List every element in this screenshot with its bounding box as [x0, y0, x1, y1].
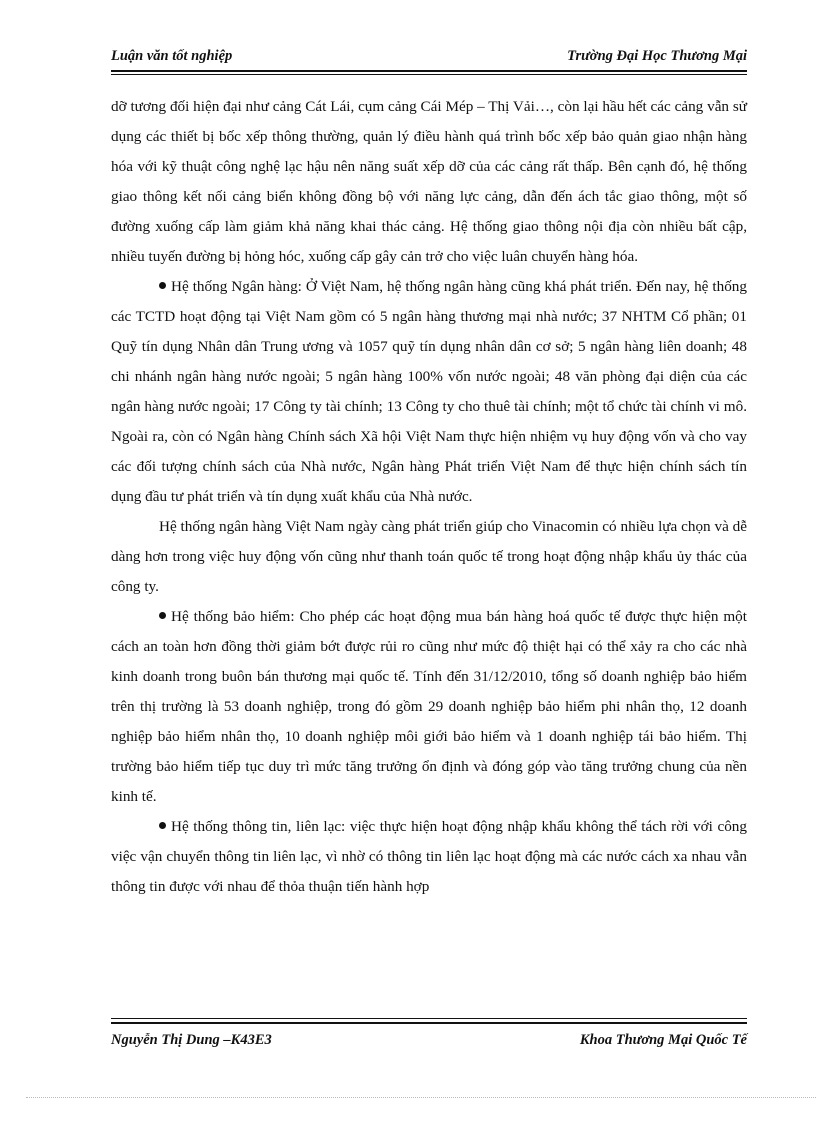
paragraph-insurance	[111, 602, 747, 812]
header-university-label: Trường Đại Học Thương Mại	[567, 48, 747, 64]
footer-faculty-label: Khoa Thương Mại Quốc Tế	[579, 1032, 747, 1048]
paragraph-ports: dỡ tương đối hiện đại như cảng Cát Lái, cụm cảng Cái Mép – Thị Vải…, còn lại hầu hết các cảng vẫn sử dụng các thiết bị bốc xếp thông thường, quản lý điều hành quá trình bốc xếp bảo quản giao nhận hàng hóa với kỹ thuật công nghệ lạc hậu nên năng suất xếp dỡ của các cảng rất thấp. Bên cạnh đó, hệ thống giao thông kết nối cảng biển không đồng bộ với năng lực cảng, dẫn đến ách tắc giao thông, một số đường xuống cấp làm giảm khả năng khai thác cảng. Hệ thống giao thông nội địa còn nhiều bất cập, nhiều tuyến đường bị hỏng hóc, xuống cấp gây cản trở cho việc luân chuyển hàng hóa.	[111, 98, 747, 265]
paragraph-communication-text: Hệ thống thông tin, liên lạc: việc thực hiện hoạt động nhập khẩu không thể tách rời với công việc vận chuyển thông tin liên lạc, vì nhờ có thông tin liên lạc hoạt động mà các nước cách xa nhau vẫn thông tin được với nhau để thỏa thuận tiến hành hợp	[111, 818, 747, 895]
page-edge-divider	[26, 1097, 816, 1098]
header-rule-thin	[111, 74, 747, 75]
paragraph-banking-text: Hệ thống Ngân hàng: Ở Việt Nam, hệ thống ngân hàng cũng khá phát triển. Đến nay, hệ thống các TCTD hoạt động tại Việt Nam gồm có 5 ngân hàng thương mại nhà nước; 37 NHTM Cổ phần; 01 Quỹ tín dụng Nhân dân Trung ương và 1057 quỹ tín dụng nhân dân cơ sở; 5 ngân hàng liên doanh; 48 chi nhánh ngân hàng nước ngoài; 5 ngân hàng 100% vốn nước ngoài; 48 văn phòng đại diện của các ngân hàng nước ngoài; 17 Công ty tài chính; 13 Công ty cho thuê tài chính; một tổ chức tài chính vi mô. Ngoài ra, còn có Ngân hàng Chính sách Xã hội Việt Nam thực hiện nhiệm vụ huy động vốn và cho vay các đối tượng chính sách của Nhà nước, Ngân hàng Phát triển Việt Nam để thực hiện chính sách tín dụng đầu tư phát triển và tín dụng xuất khẩu của Nhà nước.	[111, 278, 747, 505]
page-header	[111, 48, 747, 70]
footer-rule-thin	[111, 1018, 747, 1019]
header-rule-thick	[111, 70, 747, 72]
footer-author-label: Nguyễn Thị Dung –K43E3	[111, 1032, 272, 1048]
footer-rule-thick	[111, 1022, 747, 1024]
bullet-icon	[159, 282, 166, 289]
bullet-icon	[159, 822, 166, 829]
page-footer	[111, 1032, 747, 1054]
bullet-icon	[159, 612, 166, 619]
header-thesis-label: Luận văn tốt nghiệp	[111, 48, 233, 64]
paragraph-communication	[111, 812, 747, 902]
paragraph-insurance-text: Hệ thống bảo hiểm: Cho phép các hoạt động mua bán hàng hoá quốc tế được thực hiện một cách an toàn hơn đồng thời giảm bớt được rủi ro cũng như mức độ thiệt hại có thể xảy ra cho các nhà kinh doanh trong buôn bán thương mại quốc tế. Tính đến 31/12/2010, tổng số doanh nghiệp bảo hiểm trên thị trường là 53 doanh nghiệp, trong đó gồm 29 doanh nghiệp bảo hiểm phi nhân thọ, 12 doanh nghiệp bảo hiểm nhân thọ, 10 doanh nghiệp môi giới bảo hiểm và 1 doanh nghiệp tái bảo hiểm. Thị trường bảo hiểm tiếp tục duy trì mức tăng trưởng ổn định và đóng góp vào tăng trưởng chung của nền kinh tế.	[111, 608, 747, 805]
paragraph-banking	[111, 272, 747, 512]
document-body	[111, 92, 747, 902]
paragraph-banking-benefit: Hệ thống ngân hàng Việt Nam ngày càng phát triển giúp cho Vinacomin có nhiều lựa chọn và dễ dàng hơn trong việc huy động vốn cũng như thanh toán quốc tế trong hoạt động nhập khẩu ủy thác của công ty.	[111, 518, 747, 595]
